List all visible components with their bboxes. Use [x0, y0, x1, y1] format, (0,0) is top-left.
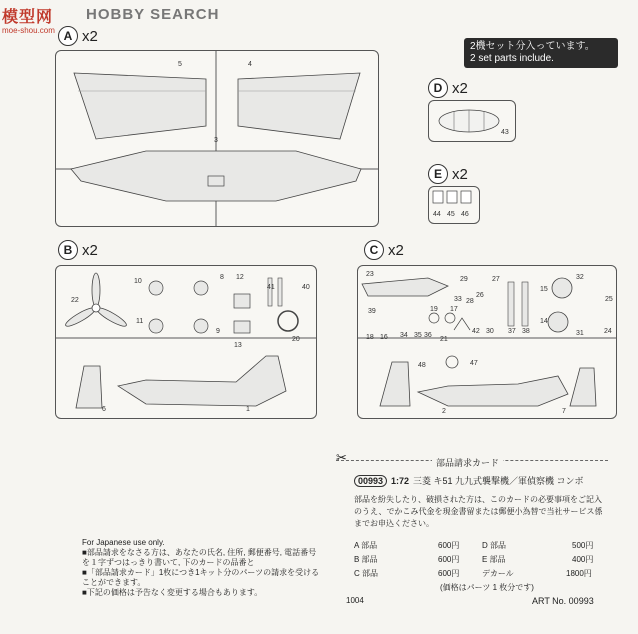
price-value: 600円	[438, 541, 460, 550]
part-number: 41	[267, 284, 275, 291]
part-number: 42	[472, 328, 480, 335]
part-number: 5	[178, 61, 182, 68]
price-label: B 部品	[354, 555, 378, 564]
set-note-jp: 2機セット分入っています。	[470, 41, 595, 52]
order-card-name: 三菱 キ51 九九式襲撃機／軍偵察機 コンボ	[413, 476, 584, 486]
part-number: 34	[400, 332, 408, 339]
part-number: 22	[71, 297, 79, 304]
sprue-d-count: x2	[452, 79, 468, 97]
sprue-b-frame	[55, 265, 317, 419]
part-number: 14	[540, 318, 548, 325]
set-note	[464, 38, 618, 68]
watermark-logo: 模型网	[2, 9, 54, 26]
price-value: 1800円	[566, 569, 592, 578]
japanese-notes	[82, 538, 322, 598]
part-number: 17	[450, 306, 458, 313]
parts-order-card	[336, 450, 608, 606]
part-number: 1	[246, 406, 250, 413]
part-number: 24	[604, 328, 612, 335]
order-card-code: 00993	[354, 475, 387, 487]
price-label: A 部品	[354, 541, 378, 550]
part-number: 36	[424, 332, 432, 339]
sprue-a-letter: A	[58, 26, 78, 46]
art-number: ART No. 00993	[532, 596, 594, 606]
part-number: 20	[292, 336, 300, 343]
part-number: 40	[302, 284, 310, 291]
sprue-b-drawing	[56, 266, 316, 418]
part-number: 9	[216, 328, 220, 335]
watermark-search: HOBBY SEARCH	[86, 6, 220, 23]
part-number: 47	[470, 360, 478, 367]
part-number: 39	[368, 308, 376, 315]
part-number: 33	[454, 296, 462, 303]
order-card-header	[354, 474, 584, 487]
part-number: 30	[486, 328, 494, 335]
part-number: 13	[234, 342, 242, 349]
scissors-icon: ✂	[336, 450, 347, 465]
part-number: 45	[447, 211, 455, 218]
part-number: 48	[418, 362, 426, 369]
sprue-e-letter: E	[428, 164, 448, 184]
part-number: 4	[248, 61, 252, 68]
sprue-c-label	[364, 240, 404, 260]
part-number: 32	[576, 274, 584, 281]
watermark-site: moe-shou.com	[2, 26, 55, 35]
order-card-scale: 1:72	[391, 475, 410, 486]
price-value: 400円	[572, 555, 594, 564]
sprue-d-label	[428, 78, 468, 98]
sprue-d-frame	[428, 100, 516, 142]
price-note: (価格はパーツ 1 枚分です)	[440, 583, 534, 592]
part-number: 2	[442, 408, 446, 415]
part-number: 25	[605, 296, 613, 303]
part-number: 44	[433, 211, 441, 218]
sprue-a-frame	[55, 50, 379, 227]
price-label: E 部品	[482, 555, 506, 564]
part-number: 18	[366, 334, 374, 341]
price-label: C 部品	[354, 569, 378, 578]
part-number: 12	[236, 274, 244, 281]
sprue-c-frame	[357, 265, 617, 419]
part-number: 46	[461, 211, 469, 218]
part-number: 35	[414, 332, 422, 339]
sprue-c-drawing	[358, 266, 616, 418]
part-number: 23	[366, 271, 374, 278]
part-number: 11	[136, 318, 144, 325]
part-number: 43	[501, 129, 509, 136]
sprue-a-label	[58, 26, 98, 46]
part-number: 19	[430, 306, 438, 313]
sprue-b-count: x2	[82, 241, 98, 259]
note-line: ■下記の価格は予告なく変更する場合もあります。	[82, 588, 263, 597]
price-label: D 部品	[482, 541, 506, 550]
order-card-title: 部品請求カード	[432, 456, 503, 469]
part-number: 21	[440, 336, 448, 343]
part-number: 26	[476, 292, 484, 299]
part-number: 16	[380, 334, 388, 341]
part-number: 31	[576, 330, 584, 337]
sprue-e-frame	[428, 186, 480, 224]
part-number: 3	[214, 137, 218, 144]
price-value: 500円	[572, 541, 594, 550]
sprue-c-letter: C	[364, 240, 384, 260]
price-label: デカール	[482, 569, 514, 578]
part-number: 6	[102, 406, 106, 413]
price-value: 600円	[438, 555, 460, 564]
part-number: 8	[220, 274, 224, 281]
serial-number: 1004	[346, 596, 364, 605]
part-number: 7	[562, 408, 566, 415]
sprue-b-label	[58, 240, 98, 260]
part-number: 37	[508, 328, 516, 335]
notes-header: For Japanese use only.	[82, 538, 165, 547]
price-value: 600円	[438, 569, 460, 578]
order-card-body: 部品を紛失したり、破損された方は、このカードの必要事項をご記入のうえ、でかこみ代金を現金書留または郵便小為替で当社サービス係までお申込ください。	[354, 495, 603, 528]
clear-parts-drawing	[429, 187, 479, 211]
sprue-d-letter: D	[428, 78, 448, 98]
sprue-a-count: x2	[82, 27, 98, 45]
set-note-en: 2 set parts include.	[470, 53, 554, 64]
part-number: 27	[492, 276, 500, 283]
sprue-c-count: x2	[388, 241, 404, 259]
part-number: 10	[134, 278, 142, 285]
part-number: 38	[522, 328, 530, 335]
note-line: ■部品請求をなさる方は、あなたの氏名, 住所, 郵便番号, 電話番号を１字ずつはっきり書いて, 下のカードの品番と	[82, 548, 317, 567]
part-number: 15	[540, 286, 548, 293]
part-number: 29	[460, 276, 468, 283]
sprue-b-letter: B	[58, 240, 78, 260]
part-number: 28	[466, 298, 474, 305]
sprue-e-label	[428, 164, 468, 184]
sprue-e-count: x2	[452, 165, 468, 183]
note-line: ■「部品請求カード」1枚につき1キット分のパーツの請求を受けることができます。	[82, 568, 320, 587]
